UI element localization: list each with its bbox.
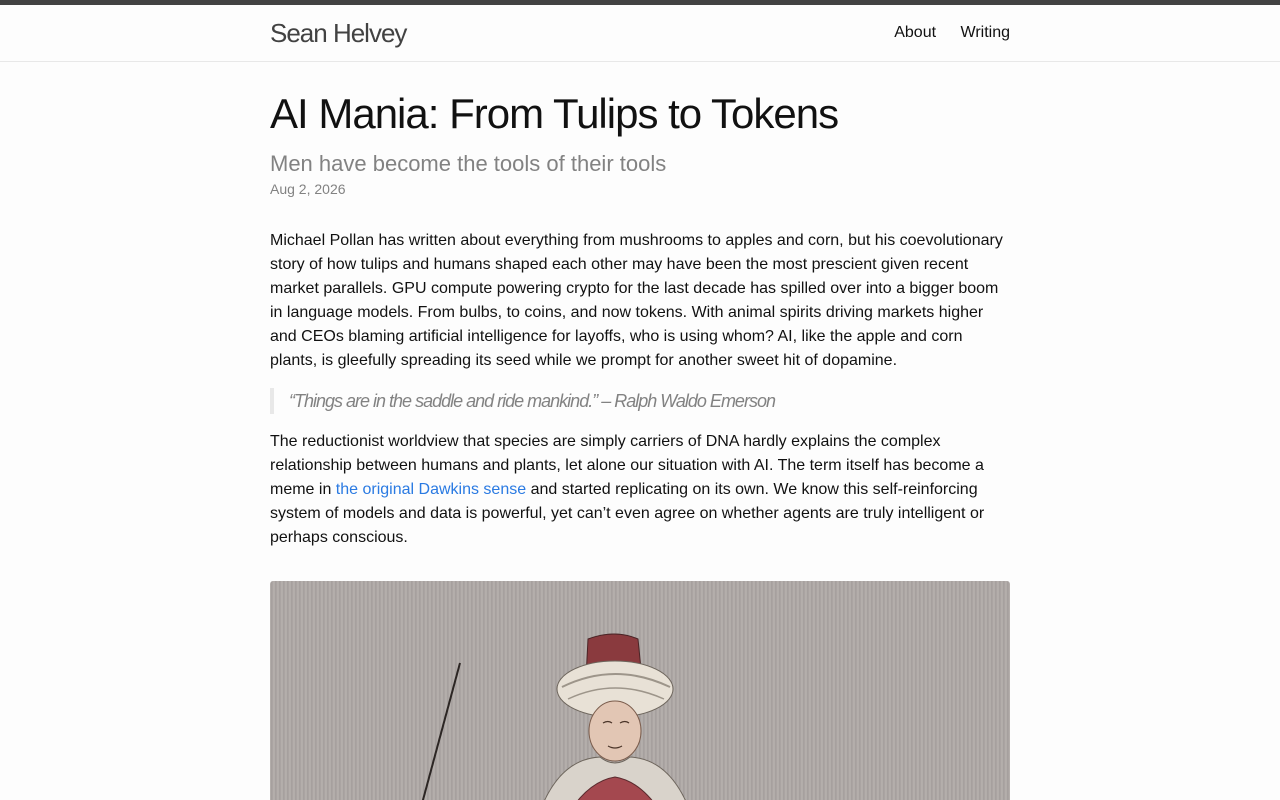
post-illustration	[270, 581, 1010, 800]
post-blockquote: “Things are in the saddle and ride mankind.” – Ralph Waldo Emerson	[270, 388, 1007, 414]
site-nav	[874, 22, 1010, 44]
face-shape	[589, 701, 641, 761]
dawkins-meme-link[interactable]: the original Dawkins sense	[335, 481, 527, 498]
engraving-figure-illustration	[270, 581, 1010, 800]
post-content	[0, 62, 1280, 800]
nav-writing-link[interactable]: Writing	[960, 24, 1010, 41]
post-paragraph-1: Michael Pollan has written about everything from mushrooms to apples and corn, but his coevolutionary story of how tulips and humans shaped each other may have been the most prescient given recent market parallels. GPU compute powering crypto for the last decade has spilled over into a bigger boom in language models. From bulbs, to coins, and now tokens. With animal spirits driving markets higher and CEOs blaming artificial intelligence for layoffs, who is using whom? AI, like the apple and corn plants, is gleefully spreading its seed while we prompt for another sweet hit of dopamine.	[270, 232, 1003, 369]
post-subtitle: Men have become the tools of their tools	[270, 151, 667, 176]
site-header	[0, 5, 1280, 62]
post-date: Aug 2, 2026	[270, 181, 346, 197]
post-paragraph-2	[270, 430, 1010, 550]
paragraph-2-text-after: and started replicating on its own. We know this self-reinforcing system of models and data is powerful, yet can’t even agree on whether agents are truly intelligent or perhaps conscious.	[270, 481, 985, 546]
nav-about-link[interactable]: About	[894, 24, 937, 41]
site-title-link[interactable]: Sean Helvey	[270, 18, 407, 48]
staff-line	[420, 663, 460, 800]
paragraph-2-text-before: The reductionist worldview that species are simply carriers of DNA hardly explains the complex relationship between humans and plants, let alone our situation with AI. The term itself has become a meme in	[270, 433, 984, 498]
post-title: AI Mania: From Tulips to Tokens	[270, 90, 839, 137]
